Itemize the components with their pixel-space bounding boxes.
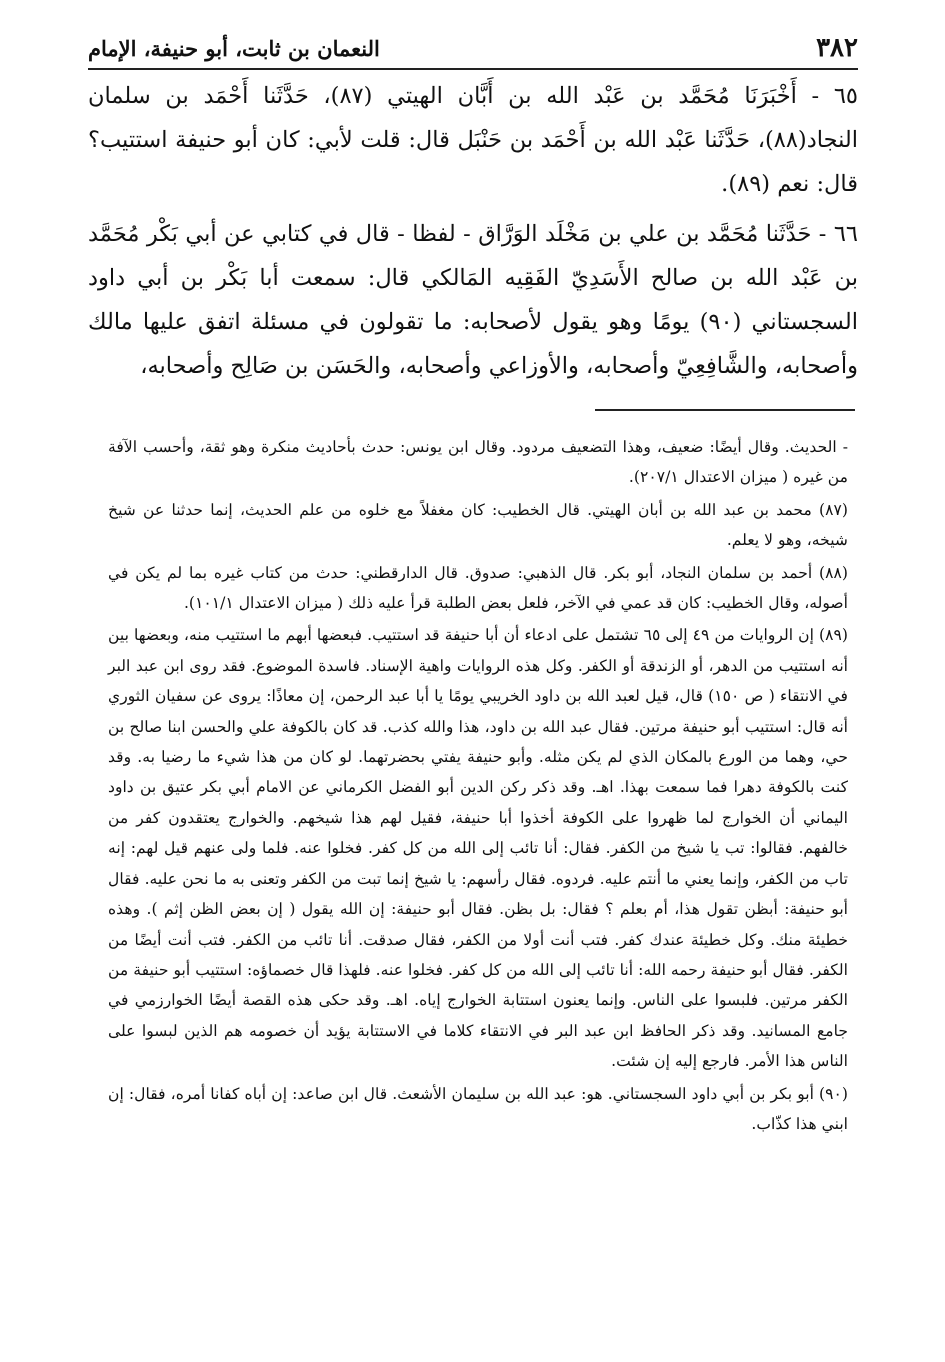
narration-66: ٦٦ - حَدَّثَنا مُحَمَّد بن علي بن مَخْلَد الوَرَّاق - لفظا - قال في كتابي عن أبي بَكْر مُحَمَّد بن عَبْد الله بن صالح الأَسَدِيّ الفَقِيه المَالكي قال: سمعت أبا بَكْر بن أبي داود السجستاني (٩٠) يومًا وهو يقول لأصحابه: ما تقولون في مسئلة اتفق عليها مالك وأصحابه، والشَّافِعِيّ وأصحابه، والأوزاعي وأصحابه، والحَسَن بن صَالِح وأصحابه، bbox=[88, 221, 858, 379]
footnote-88: (٨٨) أحمد بن سلمان النجاد، أبو بكر. قال الذهبي: صدوق. قال الدارقطني: حدث من كتاب غيره بما لم يكن في أصوله، وقال الخطيب: كان قد عمي في الآخر، فلعل بعض الطلبة قرأ عليه ذلك ( ميزان الاعتدال ١٠١/١). bbox=[108, 563, 848, 613]
page-number: ٣٨٢ bbox=[816, 33, 858, 63]
footnote-87: (٨٧) محمد بن عبد الله بن أبان الهيتي. قال الخطيب: كان مغفلاً مع خلوه من علم الحديث، إنما حدثنا عن شيخ شيخه، وهو لا يعلم. bbox=[108, 500, 848, 550]
narration-65: ٦٥ - أَخْبَرَنَا مُحَمَّد بن عَبْد الله بن أَبَّان الهيتي (٨٧)، حَدَّثَنا أَحْمَد بن سلمان النجاد(٨٨)، حَدَّثَنا عَبْد الله بن أَحْمَد بن حَنْبَل قال: قلت لأبي: كان أبو حنيفة استتيب؟ قال: نعم (٨٩). bbox=[88, 83, 858, 197]
main-text bbox=[88, 74, 858, 388]
footnote-90: (٩٠) أبو بكر بن أبي داود السجستاني. هو: عبد الله بن سليمان الأشعث. قال ابن صاعد: إن أباه كفانا أمره، فقال: إن ابني هذا كذّاب. bbox=[108, 1084, 848, 1133]
footnotes bbox=[108, 432, 848, 1141]
running-title: النعمان بن ثابت، أبو حنيفة، الإمام bbox=[88, 35, 380, 61]
footnote-89: (٨٩) إن الروايات من ٤٩ إلى ٦٥ تشتمل على ادعاء أن أبا حنيفة قد استتيب. فبعضها أبهم ما استتيب منه، وبعضها بين أنه استتيب من الدهر، أو الزندقة أو الكفر. وكل هذه الروايات واهية الإسناد. فاسدة الموضوع. فقد روى ابن عبد البر في الانتقاء ( ص ١٥٠) قال، قيل لعبد الله بن داود الخريبي يومًا يا أبا عبد الرحمن، إن معاذًا: يروى عن سفيان الثوري أنه قال: استتيب أبو حنيفة مرتين. فقال عبد الله بن داود، هذا والله كذب. قد كان بالكوفة علي والحسن ابنا صالح بن حي، وهما من الورع بالمكان الذي لم يكن مثله. وأبو حنيفة يفتي بحضرتهما. لو كان من هذا شيء ما رضيا به. وقد كنت بالكوفة دهرا فما سمعت بهذا. اهـ. وقد ذكر ركن الدين أبو الفضل الكرماني عن الامام أبي بكر عتيق بن داود اليماني أن الخوارج لما ظهروا على الكوفة أخذوا أبا حنيفة، فقيل لهم هذا شيخهم. والخوارج يعتقدون كفر من خالفهم. فقالوا: تب يا شيخ من الكفر. فقال: أنا تائب إلى الله من كل كفر. فخلوا عنه. فلما ولى عنهم قيل لهم: إنه تاب من الكفر، وإنما يعني ما أنتم عليه. فردوه. فقال رأسهم: يا شيخ إنما تبت من الكفر وتعنى به ما نحن عليه. فقال أبو حنيفة: أبظن تقول هذا، أم بعلم ؟ فقال: بل بظن. فقال أبو حنيفة: إن الله يقول ( إن بعض الظن إثم ). وهذه خطيئة منك. وكل خطيئة عندك كفر. فتب أنت أولا من الكفر، فقال صدقت. أنا تائب من الكفر. فتب أنت أيضًا من الكفر. فقال أبو حنيفة رحمه الله: أنا تائب إلى الله من كل كفر. فخلوا عنه. فلهذا قال خصماؤه: استتيب أبو حنيفة من الكفر مرتين. فلبسوا على الناس. وإنما يعنون استتابة الخوارج إياه. اهـ. وقد حكى هذه القصة أيضًا الخوارزمي في جامع المسانيد. وقد ذكر الحافظ ابن عبد البر في الانتقاء كلاما في الاستتابة يؤيد أن خصومه هم الذين لبسوا على الناس هذا الأمر. فارجع إليه إن شئت. bbox=[108, 626, 848, 1071]
running-header bbox=[88, 28, 858, 70]
footnote-continuation: - الحديث. وقال أيضًا: ضعيف، وهذا التضعيف مردود. وقال ابن يونس: حدث بأحاديث منكرة وهو ثقة، وأحسب الآفة من غيره ( ميزان الاعتدال ٢٠٧/١). bbox=[108, 438, 848, 487]
footnote-separator bbox=[595, 409, 855, 411]
